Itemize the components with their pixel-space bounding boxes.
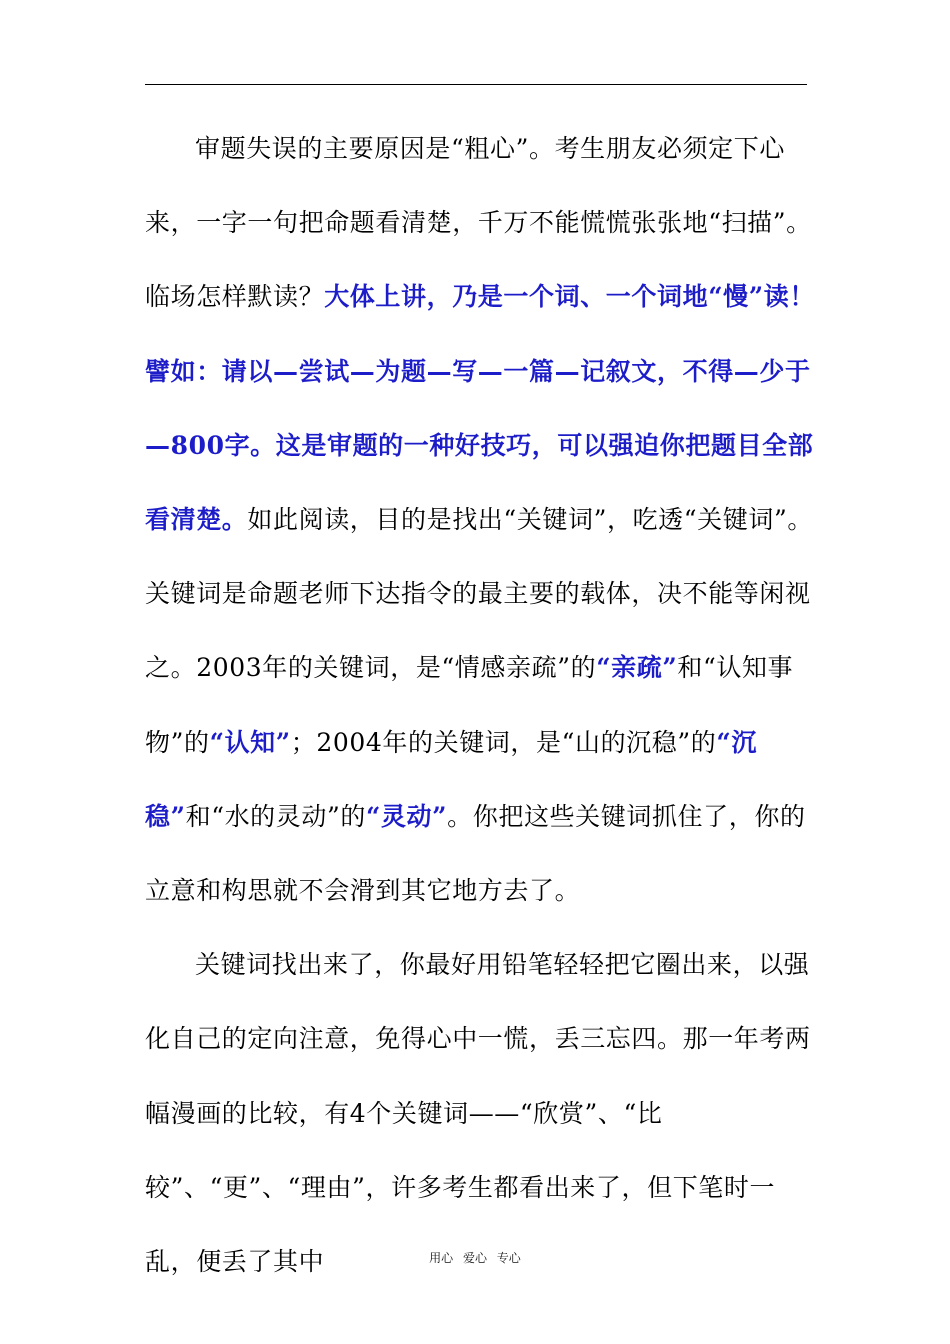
document-body [145, 112, 820, 1299]
highlighted-keyword: “灵动” [365, 801, 448, 831]
page-footer: 用心 爱心 专心 [429, 1251, 521, 1265]
highlighted-keyword: “认知” [209, 727, 291, 757]
header-rule [145, 84, 807, 85]
text-run: 如此阅读，目的是找出“关键词”，吃透“关键词”。关键词是命题老师下达指令的最主要的载体，决不能等闲视之。2003年的关键词，是“情感亲疏”的 [145, 505, 813, 683]
highlighted-text: 大体上讲，乃是一个词、一个词地“慢”读！譬如：请以—尝试—为题—写—一篇—记叙文，不得—少于—800字。这是审题的一种好技巧，可以强迫你把题目全部看清楚。 [145, 282, 815, 535]
text-run: 和“认知事物”的 [145, 653, 794, 757]
highlighted-keyword: “沉稳” [145, 727, 757, 831]
text-run: 关键词找出来了，你最好用铅笔轻轻把它圈出来，以强化自己的定向注意，免得心中一慌，丢三忘四。那一年考两幅漫画的比较，有4个关键词——“欣赏”、“比较”、“更”、“理由”，许多考生都看出来了，但下笔时一乱，便丢了其中 [145, 950, 811, 1277]
text-run: ；2004年的关键词，是“山的沉稳”的 [290, 727, 717, 757]
highlighted-keyword: “亲疏” [596, 653, 678, 683]
text-run: 。你把这些关键词抓住了，你的立意和构思就不会滑到其它地方去了。 [145, 801, 806, 906]
text-run: 审题失误的主要原因是“粗心”。考生朋友必须定下心来，一字一句把命题看清楚，千万不能慌慌张张地“扫描”。临场怎样默读？ [145, 134, 812, 312]
paragraph-2 [145, 928, 820, 1299]
paragraph-1 [145, 112, 820, 928]
text-run: 和“水的灵动”的 [185, 801, 366, 831]
